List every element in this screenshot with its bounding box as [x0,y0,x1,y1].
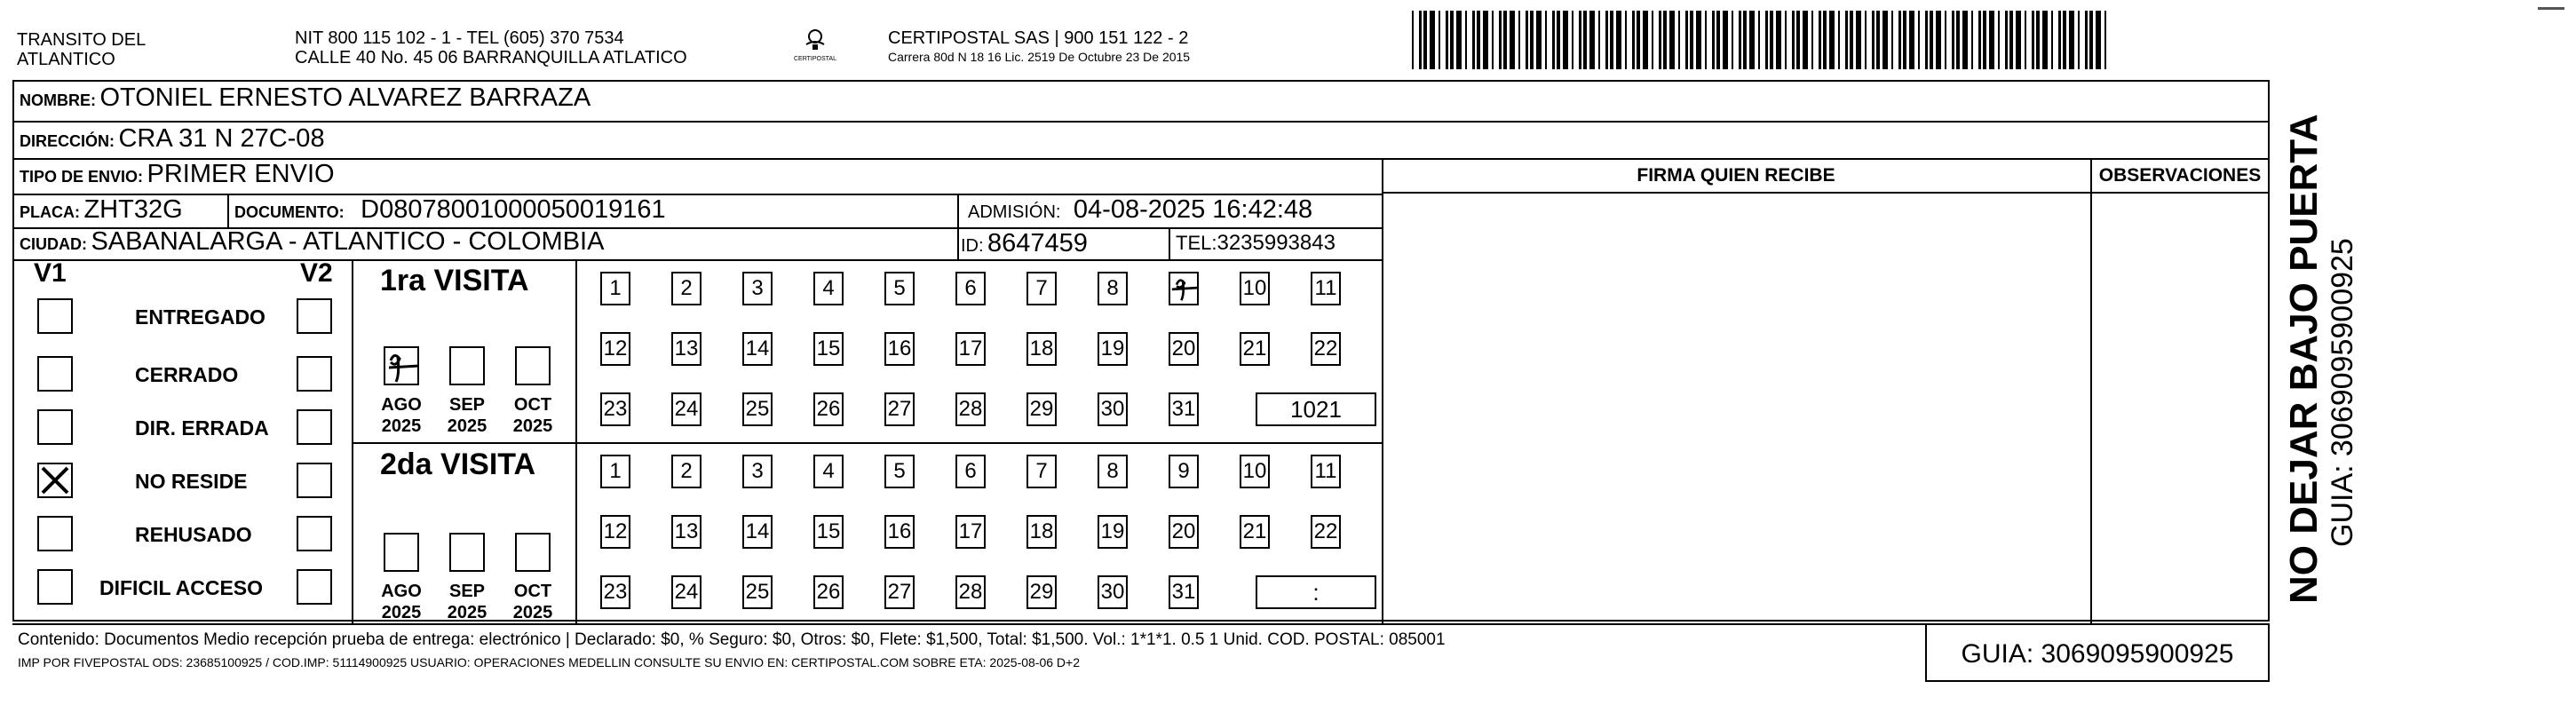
month-label: AGO [381,395,422,415]
barcode-bar [1659,11,1661,69]
barcode-bar [1956,11,1960,69]
day-box[interactable]: 6 [955,455,986,488]
barcode-bar [1865,11,1867,69]
day-box[interactable]: 21 [1240,332,1270,366]
v2-checkbox[interactable] [297,516,332,551]
barcode-bar [1823,11,1827,69]
barcode-bar [1552,11,1555,69]
barcode-bar [1803,11,1808,69]
day-box[interactable]: 10 [1240,272,1270,305]
firma-header: FIRMA QUIEN RECIBE [1637,165,1835,186]
footer-guia: GUIA: 3069095900925 [1961,639,2234,669]
barcode-bar [1526,11,1528,69]
barcode-bar [2089,11,2093,69]
v1-checkbox[interactable] [37,356,73,392]
direccion-value: CRA 31 N 27C-08 [118,124,325,153]
day-box[interactable]: 28 [955,392,986,426]
day-box[interactable]: 19 [1098,515,1128,549]
barcode-bar [1572,11,1573,69]
day-box[interactable]: 17 [955,332,986,366]
day-box[interactable]: 31 [1169,575,1199,609]
day-box[interactable]: 6 [955,272,986,305]
barcode-bar [1605,11,1608,69]
col-line [352,259,353,623]
header-line [1382,192,2270,194]
footer-imp: IMP POR FIVEPOSTAL ODS: 23685100925 / COD.IMP: 51114900925 USUARIO: OPERACIONES MEDELLIN CONSULTE SU ENVIO EN: CERTIPOSTAL.COM SOBRE ETA: 2025-08-06 D+2 [18,655,1081,669]
sender-info-line2: CALLE 40 No. 45 06 BARRANQUILLA ATLATICO [295,48,687,67]
option-label: ENTREGADO [135,305,266,329]
barcode-bar [1876,11,1880,69]
day-box[interactable]: 26 [813,575,844,609]
barcode-bar [1732,11,1733,69]
day-box[interactable]: 12 [600,515,630,549]
observaciones-header: OBSERVACIONES [2098,165,2262,186]
barcode-bar [1685,11,1688,69]
barcode-bar [1598,11,1600,69]
barcode-bar [2104,11,2106,69]
day-box[interactable]: 27 [884,392,915,426]
day-box[interactable]: 10 [1240,455,1270,488]
barcode-bar [1845,11,1848,69]
barcode-bar [1579,11,1581,69]
day-box[interactable]: 22 [1311,332,1341,366]
day-box[interactable]: 4 [813,272,844,305]
barcode-bar [1423,11,1427,69]
day-box[interactable]: 30 [1098,392,1128,426]
month-label: OCT [513,582,552,601]
visit-divider [352,442,1382,444]
barcode-bar [1909,11,1914,69]
ciudad-label: CIUDAD: [20,235,87,253]
month-label: AGO [381,582,422,601]
day-box[interactable]: 19 [1098,332,1128,366]
day-box[interactable]: 1 [600,455,630,488]
v2-label: V2 [300,258,333,288]
tel-row [1176,231,1336,256]
nombre-value: OTONIEL ERNESTO ALVAREZ BARRAZA [99,83,591,112]
option-label: NO RESIDE [135,470,248,493]
barcode-bar [1796,11,1800,69]
barcode-bar [1838,11,1840,69]
barcode-bar [2069,11,2074,69]
tipo-value: PRIMER ENVIO [147,160,335,188]
v2-checkbox[interactable] [297,569,332,605]
day-box[interactable]: 5 [884,455,915,488]
day-box[interactable]: 15 [813,332,844,366]
day-box[interactable]: 9 [1169,455,1199,488]
year-label: 2025 [381,603,422,622]
barcode-bar [1952,11,1954,69]
placa-label: PLACA: [20,203,80,221]
barcode-bar [1669,11,1675,69]
barcode-bar [1589,11,1595,69]
tipo-label: TIPO DE ENVIO: [20,168,144,186]
month-checkbox[interactable] [449,533,485,572]
barcode-bar [1739,11,1741,69]
v1-checkbox[interactable] [37,569,73,605]
barcode-bar [1792,11,1795,69]
barcode-bar [2051,11,2053,69]
barcode-bar [1776,11,1781,69]
sender-line2: ATLANTICO [17,50,115,69]
carrier-line2: Carrera 80d N 18 16 Lic. 2519 De Octubre 23 De 2015 [888,50,1191,64]
barcode-bar [1829,11,1835,69]
row-line [12,121,2270,123]
barcode-bar [2042,11,2048,69]
day-box[interactable]: 27 [884,575,915,609]
year-label: 2025 [512,416,553,436]
barcode-bar [1446,11,1448,69]
barcode-bar [1936,11,1941,69]
handwritten-day-mark [1170,272,1197,305]
day-box[interactable]: 16 [884,515,915,549]
barcode-bar [1723,11,1728,69]
col-line [1169,227,1170,259]
day-box[interactable]: 23 [600,392,630,426]
id-row [961,229,1088,258]
barcode-bar [1989,11,1994,69]
sender-line1: TRANSITO DEL [17,30,147,50]
barcode [1410,11,2112,71]
barcode-bar [1962,11,1968,69]
day-box[interactable] [1169,272,1199,305]
barcode-bar [2085,11,2088,69]
barcode-bar [1663,11,1667,69]
time-box[interactable]: 1021 [1256,392,1376,426]
option-label: DIFICIL ACCESO [99,576,264,599]
side-guia: GUIA: 3069095900925 [2326,238,2359,547]
v1-checkbox[interactable] [37,516,73,551]
barcode-bar [1412,11,1414,69]
day-box[interactable]: 16 [884,332,915,366]
barcode-bar [1518,11,1520,69]
month-checkbox[interactable] [515,533,551,572]
barcode-bar [1850,11,1853,69]
day-box[interactable]: 1 [600,272,630,305]
barcode-bar [2058,11,2061,69]
documento-label: DOCUMENTO: [234,203,345,221]
option-label: DIR. ERRADA [135,416,269,440]
col-line [1382,158,1383,623]
barcode-bar [1616,11,1621,69]
row-line [12,259,1383,261]
day-box[interactable]: 2 [671,272,701,305]
row-line [12,158,2270,160]
placa-value: ZHT32G [83,195,183,224]
handwritten-mark [385,348,421,387]
barcode-bar [1856,11,1861,69]
barcode-bar [1430,11,1435,69]
visita1-title: 1ra VISITA [380,264,529,297]
tel-label: TEL: [1176,232,1217,254]
barcode-bar [1465,11,1467,69]
col-line [2090,158,2092,623]
barcode-bar [1563,11,1568,69]
day-box[interactable]: 26 [813,392,844,426]
barcode-bar [1503,11,1507,69]
barcode-bar [2009,11,2013,69]
month-checkbox[interactable] [515,346,551,385]
v2-checkbox[interactable] [297,298,332,334]
day-box[interactable]: 24 [671,575,701,609]
direccion-label: DIRECCIÓN: [20,132,115,150]
col-line [2268,121,2270,160]
barcode-bar [2036,11,2040,69]
barcode-bar [1583,11,1587,69]
day-box[interactable]: 3 [742,272,773,305]
day-box[interactable]: 31 [1169,392,1199,426]
day-box[interactable]: 14 [742,515,773,549]
year-label: 2025 [512,603,553,622]
v1-checkbox[interactable] [37,409,73,445]
month-label: SEP [448,395,486,415]
day-box[interactable]: 5 [884,272,915,305]
barcode-bar [2096,11,2101,69]
barcode-bar [1545,11,1547,69]
barcode-bar [1758,11,1760,69]
day-box[interactable]: 17 [955,515,986,549]
col-line [575,259,577,623]
sender-info-line1: NIT 800 115 102 - 1 - TEL (605) 370 7534 [295,28,624,48]
day-box[interactable]: 3 [742,455,773,488]
day-box[interactable]: 14 [742,332,773,366]
day-box[interactable]: 29 [1026,392,1057,426]
barcode-bar [1450,11,1454,69]
tel-value: 3235993843 [1217,231,1336,255]
ciudad-row [20,227,604,257]
day-box[interactable]: 29 [1026,575,1057,609]
barcode-bar [2025,11,2026,69]
day-box[interactable]: 11 [1311,272,1341,305]
barcode-bar [1903,11,1906,69]
barcode-bar [1978,11,1981,69]
day-box[interactable]: 24 [671,392,701,426]
barcode-bar [1510,11,1515,69]
barcode-bar [2016,11,2021,69]
day-box[interactable]: 15 [813,515,844,549]
barcode-bar [1945,11,1946,69]
barcode-bar [1983,11,1986,69]
barcode-bar [1925,11,1928,69]
day-box[interactable]: 13 [671,332,701,366]
barcode-bar [1930,11,1933,69]
barcode-bar [1882,11,1888,69]
tipo-row [20,160,335,189]
day-box[interactable]: 22 [1311,515,1341,549]
option-label: CERRADO [135,363,239,386]
day-box[interactable]: 28 [955,575,986,609]
barcode-bar [1643,11,1648,69]
day-box[interactable]: 2 [671,455,701,488]
direccion-row [20,124,325,154]
barcode-bar [1819,11,1821,69]
day-box[interactable]: 18 [1026,515,1057,549]
footer-content: Contenido: Documentos Medio recepción prueba de entrega: electrónico | Declarado: $0, % Seguro: $0, Otros: $0, Flete: $1,500, Total: $1,500. Vol.: 1*1*1. 0.5 1 Unid. COD. POSTAL: 085001 [18,630,1446,649]
nombre-row [20,83,590,113]
barcode-bar [1557,11,1560,69]
v2-checkbox[interactable] [297,409,332,445]
carrier-info [888,28,1190,66]
option-label: REHUSADO [135,523,252,546]
admision-label: ADMISIÓN: [968,202,1061,222]
day-box[interactable]: 11 [1311,455,1341,488]
year-label: 2025 [447,416,487,436]
barcode-bar [1690,11,1693,69]
logo-text: CERTIPOSTAL [794,56,836,62]
barcode-bar [1439,11,1440,69]
v1-checkbox[interactable] [37,298,73,334]
barcode-bar [1971,11,1973,69]
day-box[interactable]: 7 [1026,455,1057,488]
v2-checkbox[interactable] [297,463,332,498]
barcode-bar [1536,11,1542,69]
month-checkbox[interactable] [449,346,485,385]
barcode-bar [1743,11,1747,69]
month-label: SEP [448,582,486,601]
time-box[interactable]: : [1256,575,1376,609]
barcode-bar [1770,11,1773,69]
col-line [957,194,959,259]
id-value: 8647459 [987,229,1088,257]
month-label: OCT [513,395,552,415]
check-x-icon [39,464,71,496]
barcode-bar [1918,11,1920,69]
barcode-bar [1637,11,1640,69]
logo-icon [797,27,833,51]
barcode-bar [1483,11,1488,69]
barcode-bar [1898,11,1901,69]
barcode-bar [1872,11,1875,69]
side-warning: NO DEJAR BAJO PUERTA [2282,114,2326,604]
v1-label: V1 [34,258,67,288]
sender-name [17,30,146,69]
barcode-bar [1456,11,1462,69]
year-label: 2025 [381,416,422,436]
barcode-bar [1696,11,1701,69]
day-box[interactable]: 8 [1098,455,1128,488]
month-checkbox[interactable] [384,533,419,572]
day-box[interactable]: 20 [1169,332,1199,366]
documento-row [234,195,666,225]
barcode-bar [2005,11,2008,69]
barcode-bar [1625,11,1627,69]
day-box[interactable]: 25 [742,575,773,609]
barcode-bar [1891,11,1893,69]
barcode-bar [1712,11,1715,69]
barcode-bar [1610,11,1613,69]
day-box[interactable]: 18 [1026,332,1057,366]
ciudad-value: SABANALARGA - ATLANTICO - COLOMBIA [91,227,605,256]
id-label: ID: [961,236,984,256]
day-box[interactable]: 12 [600,332,630,366]
barcode-bar [1652,11,1653,69]
day-box[interactable]: 4 [813,455,844,488]
barcode-bar [2032,11,2034,69]
barcode-bar [1749,11,1755,69]
carrier-logo [789,27,842,71]
day-box[interactable]: 23 [600,575,630,609]
day-box[interactable]: 13 [671,515,701,549]
day-box[interactable]: 30 [1098,575,1128,609]
barcode-bar [2063,11,2066,69]
barcode-bar [1705,11,1707,69]
barcode-bar [1499,11,1502,69]
barcode-bar [1477,11,1480,69]
barcode-bar [1530,11,1534,69]
month-checkbox[interactable] [384,346,419,385]
barcode-bar [1492,11,1494,69]
barcode-bar [1472,11,1475,69]
barcode-bar [1998,11,2000,69]
admision-value: 04-08-2025 16:42:48 [1073,195,1313,224]
corner-mark [2538,7,2564,10]
visita2-title: 2da VISITA [380,448,536,481]
v2-checkbox[interactable] [297,356,332,392]
v1-checkbox[interactable] [37,463,73,498]
placa-row [20,195,183,225]
barcode-bar [1419,11,1422,69]
barcode-bar [2078,11,2080,69]
day-box[interactable]: 7 [1026,272,1057,305]
admision-row [968,195,1312,225]
col-line [227,194,229,227]
carrier-line1: CERTIPOSTAL SAS | 900 151 122 - 2 [888,28,1189,48]
documento-value: D08078001000050019161 [361,195,666,224]
day-box[interactable]: 21 [1240,515,1270,549]
barcode-bar [1785,11,1787,69]
year-label: 2025 [447,603,487,622]
day-box[interactable]: 8 [1098,272,1128,305]
barcode-bar [1678,11,1680,69]
barcode-bar [1765,11,1768,69]
nombre-label: NOMBRE: [20,91,96,109]
barcode-bar [1632,11,1635,69]
sender-info [295,28,687,67]
day-box[interactable]: 20 [1169,515,1199,549]
day-box[interactable]: 25 [742,392,773,426]
barcode-bar [1811,11,1813,69]
barcode-bar [1716,11,1720,69]
